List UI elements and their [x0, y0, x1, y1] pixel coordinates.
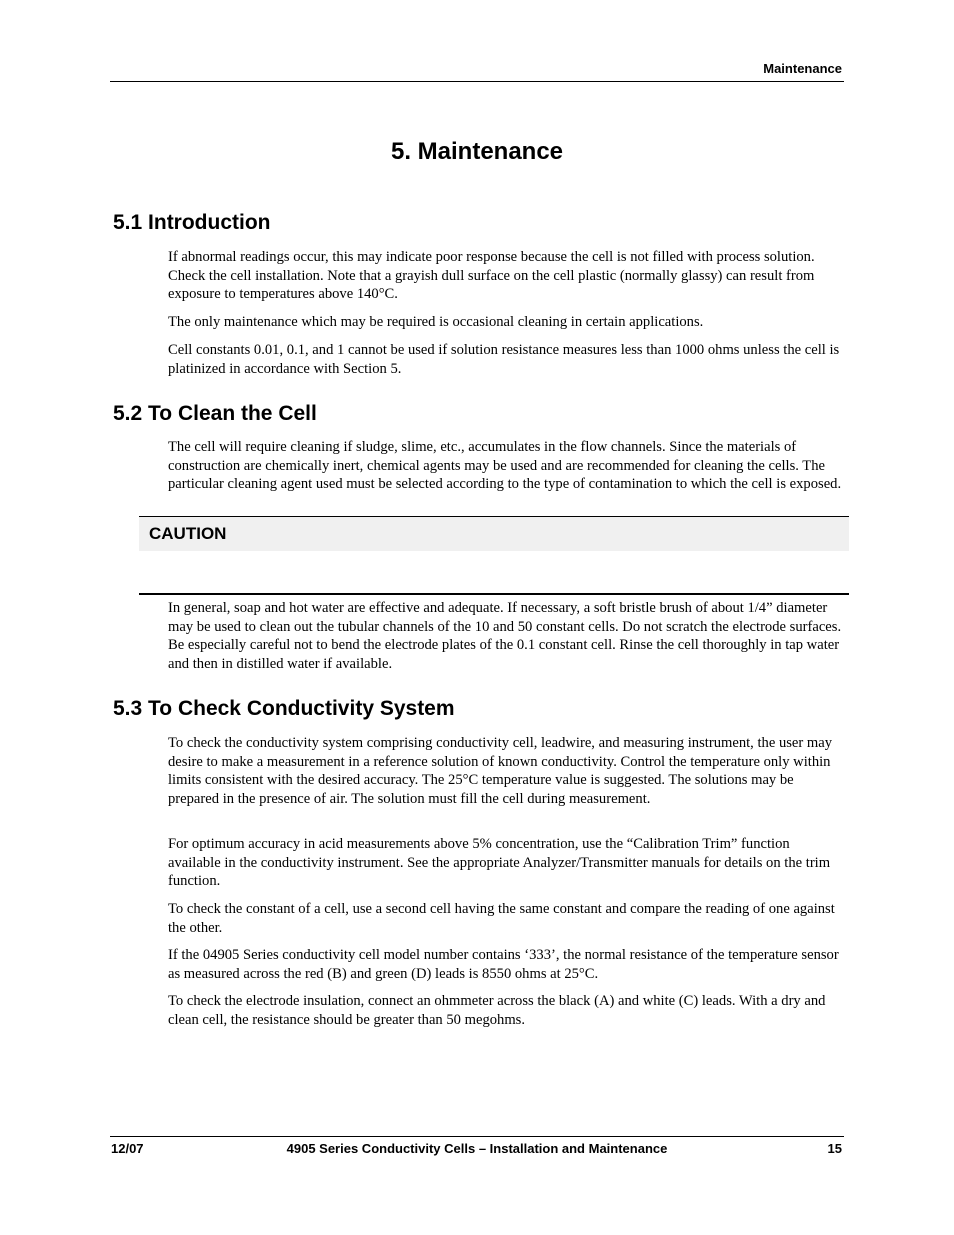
page-number: 15 [827, 1141, 842, 1156]
paragraph: The only maintenance which may be required is occasional cleaning in certain applications. [168, 314, 704, 330]
paragraph: If the 04905 Series conductivity cell model number contains ‘333’, the normal resistance of the temperature sensor as measured across the red (B) and green (D) leads is 8550 ohms at 25°C. [168, 947, 839, 982]
header-rule [110, 81, 844, 82]
caution-rule [139, 593, 849, 595]
paragraph: In general, soap and hot water are effective and adequate. If necessary, a soft bristle brush of about 1/4” diameter may be used to clean out the tubular channels of the 10 and 50 constant cells. Do not scratch the electrode surfaces. Be especially careful not to bend the electrode plates of the 0.1 constant cell. Rinse the cell thoroughly in tap water and then in distilled water if available. [168, 600, 842, 672]
paragraph: The cell will require cleaning if sludge, slime, etc., accumulates in the flow channels. Since the materials of construction are chemically inert, chemical agents may be used and are recommended for cleaning the cells. The particular cleaning agent used must be selected according to the type of contamination to which the cell is exposed. [168, 439, 842, 492]
section-heading-check-system: 5.3 To Check Conductivity System [113, 697, 455, 720]
footer-date: 12/07 [111, 1141, 144, 1156]
caution-box [139, 516, 849, 551]
footer-rule [110, 1136, 844, 1137]
paragraph: To check the conductivity system comprising conductivity cell, leadwire, and measuring instrument, the user may desire to make a measurement in a reference solution of known conductivity. Control the temperature only within limits consistent with the desired accuracy. The 25°C temperature value is suggested. The solutions may be prepared in the presence of air. The solution must fill the cell during measurement. [168, 735, 833, 807]
footer-title: 4905 Series Conductivity Cells – Installation and Maintenance [286, 1141, 668, 1156]
caution-label: CAUTION [149, 524, 227, 543]
section-heading-introduction: 5.1 Introduction [113, 211, 271, 234]
section-heading-clean-cell: 5.2 To Clean the Cell [113, 402, 317, 425]
running-header: Maintenance [763, 61, 842, 76]
paragraph: Cell constants 0.01, 0.1, and 1 cannot be used if solution resistance measures less than 1000 ohms unless the cell is platinized in accordance with Section 5. [168, 342, 840, 377]
paragraph: To check the electrode insulation, connect an ohmmeter across the black (A) and white (C) leads. With a dry and clean cell, the resistance should be greater than 50 megohms. [168, 993, 826, 1028]
paragraph: For optimum accuracy in acid measurements above 5% concentration, use the “Calibration Trim” function available in the conductivity instrument. See the appropriate Analyzer/Transmitter manuals for details on the trim function. [168, 836, 831, 889]
chapter-title: 5. Maintenance [390, 138, 564, 165]
paragraph: If abnormal readings occur, this may indicate poor response because the cell is not filled with process solution. Check the cell installation. Note that a grayish dull surface on the cell plastic (normally glassy) can result from exposure to temperatures above 140°C. [168, 249, 815, 302]
paragraph: To check the constant of a cell, use a second cell having the same constant and compare the reading of one against the other. [168, 901, 835, 936]
